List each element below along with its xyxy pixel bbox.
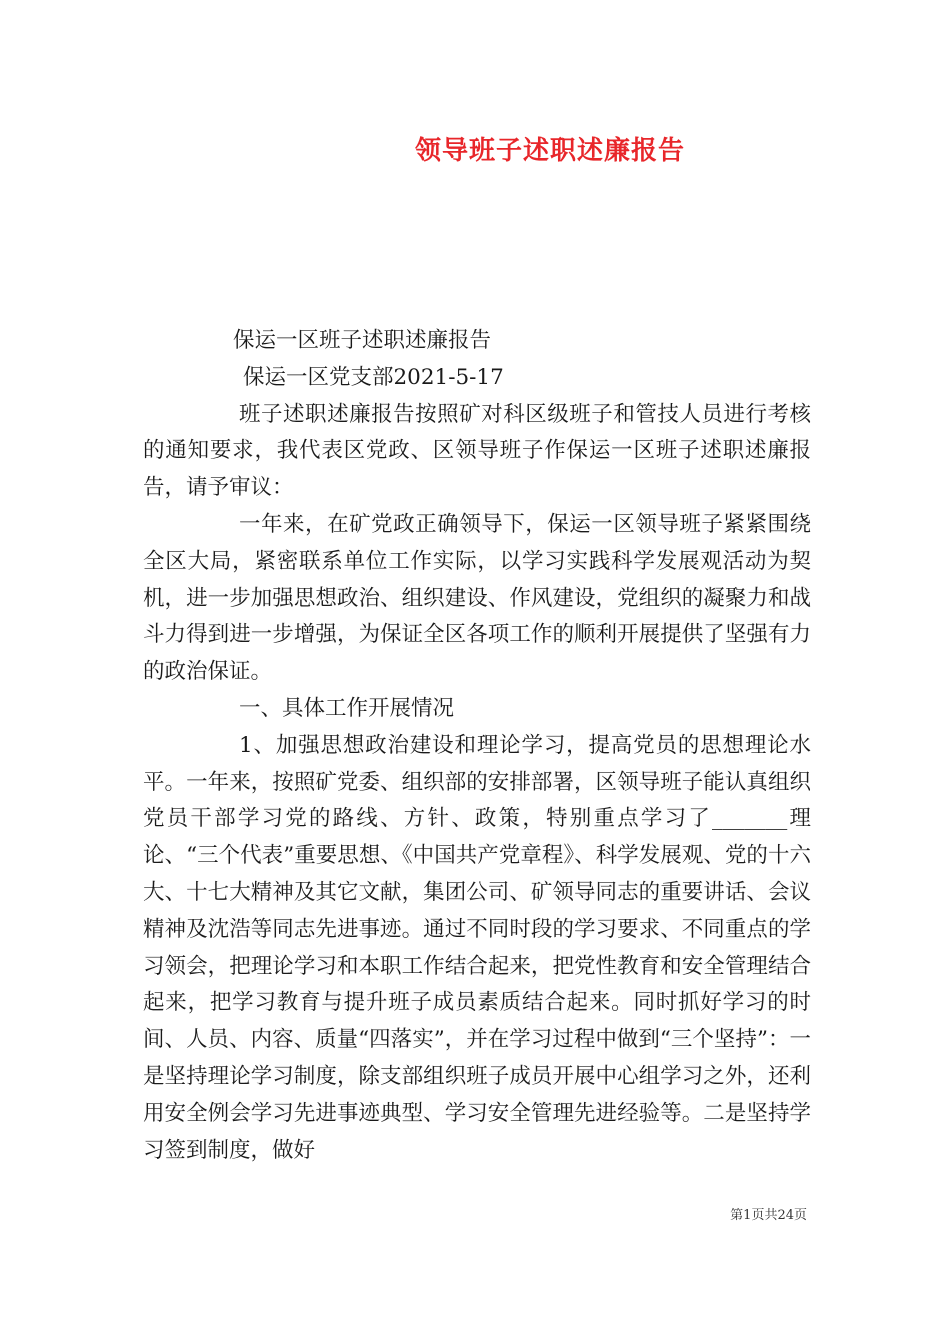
body-paragraph: 1、加强思想政治建设和理论学习，提高党员的思想理论水平。一年来，按照矿党委、组织部的安排部署，区领导班子能认真组织党员干部学习党的路线、方针、政策，特别重点学习了_______理论、“三个代表”重要思想、《中国共产党章程》、科学发展观、党的十六大、十七大精神及其它文献，集团公司、矿领导同志的重要讲话、会议精神及沈浩等同志先进事迹。通过不同时段的学习要求、不同重点的学习领会，把理论学习和本职工作结合起来，把党性教育和安全管理结合起来，把学习教育与提升班子成员素质结合起来。同时抓好学习的时间、人员、内容、质量“四落实”，并在学习过程中做到“三个坚持”：一是坚持理论学习制度，除支部组织班子成员开展中心组学习之外，还利用安全例会学习先进事迹典型、学习安全管理先进经验等。二是坚持学习签到制度，做好: [143, 732, 811, 1163]
body-paragraph: 班子述职述廉报告按照矿对科区级班子和管技人员进行考核的通知要求，我代表区党政、区领导班子作保运一区班子述职述廉报告，请予审议：: [143, 401, 811, 501]
document-title: 领导班子述职述廉报告: [414, 136, 685, 166]
page-number: 第1页共24页: [730, 1208, 807, 1223]
section-heading: 一、具体工作开展情况: [239, 695, 455, 721]
report-subtitle: 保运一区班子述职述廉报告: [233, 328, 492, 353]
author-date-line: 保运一区党支部2021-5-17: [243, 364, 504, 390]
document-body: [143, 323, 811, 1169]
body-paragraph: 一年来，在矿党政正确领导下，保运一区领导班子紧紧围绕全区大局，紧密联系单位工作实际，以学习实践科学发展观活动为契机，进一步加强思想政治、组织建设、作风建设，党组织的凝聚力和战斗力得到进一步增强，为保证全区各项工作的顺利开展提供了坚强有力的政治保证。: [143, 511, 811, 685]
